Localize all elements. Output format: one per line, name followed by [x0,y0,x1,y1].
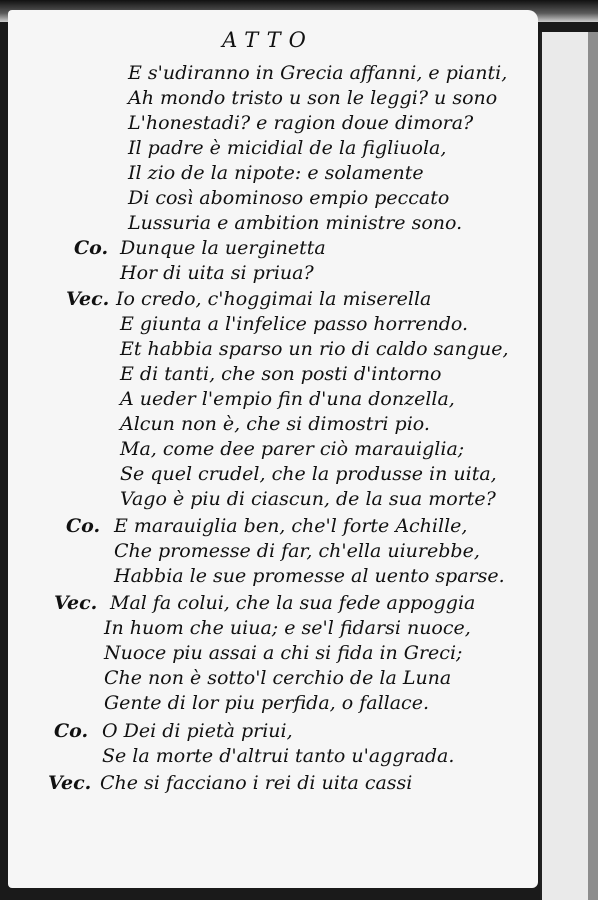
verse-line: E di tanti, che son posti d'intorno [120,363,442,385]
verse-line: Vago è piu di ciascun, de la sua morte? [120,488,496,510]
verse-line: E s'udiranno in Grecia affanni, e pianti, [128,62,508,84]
verse-line: E marauiglia ben, che'l forte Achille, [114,515,468,537]
verse-line: Et habbia sparso un rio di caldo sangue, [120,338,509,360]
verse-line: Habbia le sue promesse al uento sparse. [114,565,505,587]
verse-line: Gente di lor piu perfida, o fallace. [104,692,429,714]
verse-line: Che non è sotto'l cerchio de la Luna [104,667,452,689]
verse-line: Mal fa colui, che la sua fede appoggia [110,592,476,614]
verse-line: Nuoce piu assai a chi si fida in Greci; [104,642,463,664]
speaker-label: Co. [74,237,109,259]
verse-line: Di così abominoso empio peccato [128,187,450,209]
speaker-label: Vec. [48,772,92,794]
facing-page-shadow [588,32,598,900]
verse-line: In huom che uiua; e se'l fidarsi nuoce, [104,617,471,639]
verse-line: Io credo, c'hoggimai la miserella [116,288,432,310]
speaker-label: Vec. [66,288,110,310]
book-page [8,10,538,888]
speaker-label: Co. [54,720,89,742]
verse-line: Alcun non è, che si dimostri pio. [120,413,430,435]
verse-line: O Dei di pietà priui, [102,720,293,742]
verse-line: Lussuria e ambition ministre sono. [128,212,463,234]
running-header: ATTO [222,28,314,52]
verse-line: Il zio de la nipote: e solamente [128,162,424,184]
verse-line: Ah mondo tristo u son le leggi? u sono [128,87,498,109]
verse-line: Ma, come dee parer ciò marauiglia; [120,438,465,460]
verse-line: Che si facciano i rei di uita cassi [100,772,413,794]
verse-line: Se la morte d'altrui tanto u'aggrada. [102,745,455,767]
verse-line: Il padre è micidial de la figliuola, [128,137,447,159]
verse-line: A ueder l'empio fin d'una donzella, [120,388,455,410]
verse-line: Hor di uita si priua? [120,262,314,284]
speaker-label: Vec. [54,592,98,614]
verse-line: Che promesse di far, ch'ella uiurebbe, [114,540,480,562]
verse-line: Se quel crudel, che la produsse in uita, [120,463,497,485]
verse-line: Dunque la uerginetta [120,237,326,259]
verse-line: L'honestadi? e ragion doue dimora? [128,112,474,134]
speaker-label: Co. [66,515,101,537]
verse-line: E giunta a l'infelice passo horrendo. [120,313,469,335]
